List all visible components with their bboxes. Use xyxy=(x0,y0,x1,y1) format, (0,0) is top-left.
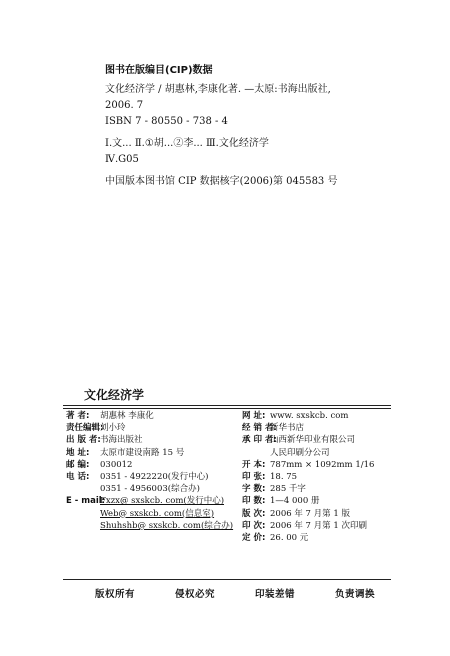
divider xyxy=(63,405,391,406)
info-value: 787mm × 1092mm 1/16 xyxy=(270,459,375,470)
info-row xyxy=(66,508,236,520)
cip-title: 图书在版编目(CIP)数据 xyxy=(105,65,213,76)
info-value: www. sxskcb. com xyxy=(270,411,349,421)
info-row xyxy=(242,532,402,544)
info-label: 邮 编: xyxy=(66,459,90,470)
info-label: 承 印 者: xyxy=(242,435,277,446)
info-label xyxy=(66,483,100,495)
info-row xyxy=(242,483,402,495)
divider xyxy=(63,408,391,409)
info-label: 著 者: xyxy=(66,411,90,421)
info-label: 字 数: xyxy=(242,484,266,495)
cip-line: 2006. 7 xyxy=(105,100,144,111)
info-row xyxy=(66,495,236,507)
info-label xyxy=(66,508,100,520)
info-row xyxy=(66,422,236,434)
info-row xyxy=(242,520,402,532)
info-label xyxy=(242,447,270,459)
info-row xyxy=(66,471,236,483)
info-label xyxy=(66,520,100,532)
info-label: 网 址: xyxy=(242,411,266,421)
info-row xyxy=(242,495,402,507)
email-value: Web@ sxskcb. com(信息室) xyxy=(100,508,215,519)
cip-line: 文化经济学 / 胡惠林,李康化著. —太原:书海出版社, xyxy=(105,84,331,95)
info-row xyxy=(242,422,402,434)
info-value: 18. 75 xyxy=(270,472,298,483)
info-label: 电 话: xyxy=(66,472,90,483)
info-row xyxy=(66,410,236,422)
info-value: 人民印刷分公司 xyxy=(270,447,330,458)
price-value: 26. 00 元 xyxy=(270,533,309,544)
info-value: 新华书店 xyxy=(270,423,305,434)
cip-block xyxy=(105,64,405,190)
info-row xyxy=(242,459,402,471)
info-row xyxy=(66,459,236,471)
info-row xyxy=(242,410,402,422)
info-row xyxy=(66,520,236,532)
info-row xyxy=(242,471,402,483)
info-row xyxy=(66,434,236,446)
cip-line: Ⅰ.文... Ⅱ.①胡...②李... Ⅲ.文化经济学 xyxy=(105,138,269,149)
info-row xyxy=(242,434,402,446)
info-value: 1—4 000 册 xyxy=(270,496,320,507)
copyright-text: 印装差错 xyxy=(254,589,295,600)
info-label: 印 数: xyxy=(242,496,266,507)
cip-record-number: 中国版本图书馆 CIP 数据核字(2006)第 045583 号 xyxy=(105,176,338,187)
info-label: 责任编辑: xyxy=(66,423,104,434)
info-label: 经 销 者: xyxy=(242,423,277,434)
copyright-text: 负责调换 xyxy=(334,589,375,600)
info-value: 山西新华印业有限公司 xyxy=(270,435,356,446)
divider xyxy=(63,579,391,580)
info-label: 印 张: xyxy=(242,472,266,483)
info-value: 刘小玲 xyxy=(100,423,126,434)
copyright-text: 版权所有 xyxy=(95,589,136,600)
info-label: 版 次: xyxy=(242,508,266,519)
info-row xyxy=(242,447,402,459)
info-value: 太原市建设南路 15 号 xyxy=(100,447,185,458)
info-value: 285 千字 xyxy=(270,484,306,495)
cip-line: Ⅳ.G05 xyxy=(105,154,139,165)
copyright-notice xyxy=(95,586,375,600)
info-label: 出 版 者: xyxy=(66,435,101,446)
info-row xyxy=(66,483,236,495)
info-label: 地 址: xyxy=(66,447,90,458)
publication-info-right xyxy=(242,410,402,544)
info-value: 胡惠林 李康化 xyxy=(100,411,154,421)
email-value: Fxzx@ sxskcb. com(发行中心) xyxy=(100,496,225,507)
info-label: 印 次: xyxy=(242,520,266,531)
copyright-text: 侵权必究 xyxy=(174,589,215,600)
info-label: 开 本: xyxy=(242,459,266,470)
publication-info-left xyxy=(66,410,236,532)
info-label: 定 价: xyxy=(242,533,266,544)
cip-isbn: ISBN 7 - 80550 - 738 - 4 xyxy=(105,116,228,127)
info-value: 0351 - 4956003(综合办) xyxy=(100,484,200,495)
info-label: E - mail: xyxy=(66,496,106,507)
book-title: 文化经济学 xyxy=(84,388,145,402)
info-value: 2006 年 7 月第 1 版 xyxy=(270,508,350,519)
info-value: 书海出版社 xyxy=(100,435,143,446)
info-value: 030012 xyxy=(100,459,133,470)
info-row xyxy=(66,447,236,459)
info-row xyxy=(242,508,402,520)
email-value: Shuhshb@ sxskcb. com(综合办) xyxy=(100,520,234,531)
info-value: 2006 年 7 月第 1 次印刷 xyxy=(270,520,367,531)
info-value: 0351 - 4922220(发行中心) xyxy=(100,472,209,483)
